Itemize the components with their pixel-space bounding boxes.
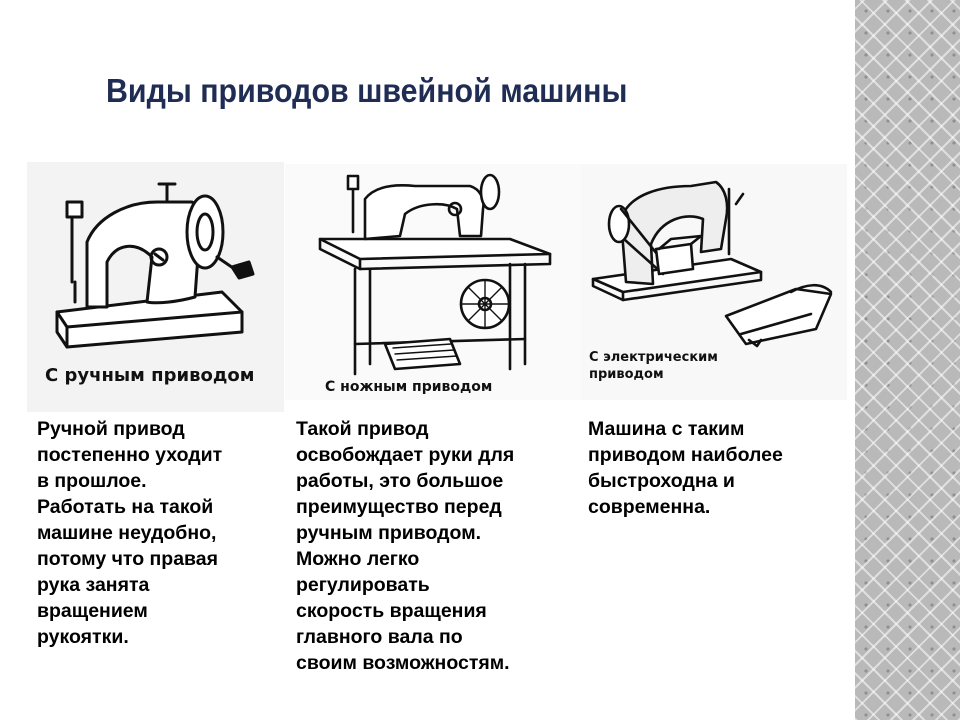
electric-drive-caption-line1: С электрическим	[589, 350, 718, 365]
electric-drive-illustration	[581, 164, 847, 400]
foot-drive-illustration	[285, 164, 581, 400]
foot-drive-description: Такой привод освобождает руки для работы, это большое преимущество перед ручным приводом. Можно легко регулировать скорость вращения главного вала по своим возможностям.	[296, 418, 515, 674]
electric-drive-caption-line2: приводом	[589, 367, 664, 382]
electric-sewing-machine-icon	[581, 164, 847, 400]
treadle-sewing-machine-icon	[285, 164, 581, 400]
hand-drive-caption: С ручным приводом	[45, 365, 255, 386]
electric-drive-description: Машина с таким приводом наиболее быстроходна и современна.	[588, 418, 783, 518]
hand-crank-sewing-machine-icon	[27, 162, 284, 412]
decorative-side-pattern	[855, 0, 960, 720]
slide-title: Виды приводов швейной машины	[106, 72, 628, 109]
hand-drive-description: Ручной привод постепенно уходит в прошлое. Работать на такой машине неудобно, потому что правая рука занята вращением рукоятки.	[37, 418, 223, 648]
hand-drive-illustration	[27, 162, 284, 412]
foot-drive-caption: С ножным приводом	[325, 379, 493, 395]
